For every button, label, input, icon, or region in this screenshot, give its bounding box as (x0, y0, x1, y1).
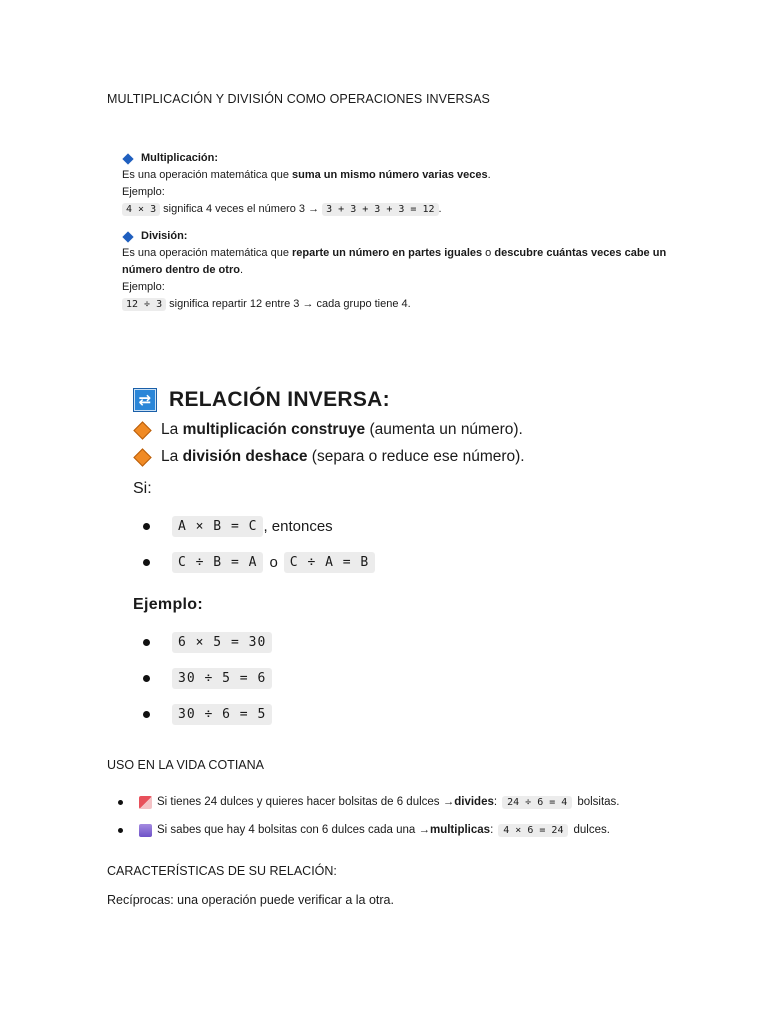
relacion-line-div (133, 448, 653, 466)
uso2-post: dulces. (573, 824, 610, 836)
uso2-colon: : (490, 824, 494, 836)
div-def-pre: Es una operación matemática que (122, 247, 292, 260)
uso-heading: USO EN LA VIDA COTIANA (107, 758, 264, 772)
list-item (133, 624, 653, 660)
div-def-mid: o (482, 247, 495, 260)
list-item (133, 660, 653, 696)
div-def-bold2: descubre cuántas veces cabe un número dentro de otro (122, 247, 667, 277)
definitions-block (122, 150, 682, 313)
rel-line2-bold: división deshace (182, 448, 308, 465)
uso2-code: 4 × 6 = 24 (498, 824, 568, 837)
caracteristicas-heading: CARACTERÍSTICAS DE SU RELACIÓN: (107, 864, 337, 878)
mult-example (122, 201, 682, 218)
orange-diamond-icon (133, 448, 151, 466)
mult-ex-code: 4 × 3 (122, 203, 160, 216)
rel-line1-bold: multiplicación construye (182, 421, 366, 438)
relacion-line-mult (133, 421, 653, 439)
uso1-post: bolsitas. (577, 796, 620, 808)
uso1-colon: : (493, 796, 498, 808)
rel-line1-post: (aumenta un número). (365, 421, 523, 438)
uso1-pre: Si tienes 24 dulces y quieres hacer bolsitas de 6 dulces → (157, 796, 455, 808)
ejemplo-label: Ejemplo: (133, 596, 203, 613)
uso2-bold: multiplicas (429, 824, 491, 836)
mult-ex-end: . (438, 203, 442, 216)
div-definition (122, 245, 682, 279)
ejemplo-1: 6 × 5 = 30 (172, 632, 272, 653)
uso1-code: 24 ÷ 6 = 4 (502, 796, 572, 809)
div-def-post: . (239, 264, 244, 277)
list-item (118, 816, 620, 844)
mult-definition (122, 167, 682, 184)
mult-def-post: . (487, 169, 491, 182)
mult-ex-code2: 3 + 3 + 3 + 3 = 12 (322, 203, 438, 216)
uso2-pre: Si sabes que hay 4 bolsitas con 6 dulces cada una → (157, 824, 430, 836)
relacion-heading-label: RELACIÓN INVERSA: (169, 388, 390, 411)
bullet (143, 639, 150, 646)
bullet (143, 559, 150, 566)
mult-heading-label: Multiplicación: (141, 152, 218, 164)
mult-def-bold: suma un mismo número varias veces (292, 169, 488, 182)
div-example (122, 296, 682, 313)
mult-heading (122, 150, 682, 167)
bullet (143, 711, 150, 718)
div-ex-text: significa repartir 12 entre 3 → cada grupo tiene 4. (166, 298, 411, 311)
mult-def-pre: Es una operación matemática que (122, 169, 292, 182)
div-heading (122, 228, 682, 245)
list-item (133, 544, 653, 580)
ejemplo-list (133, 624, 653, 732)
si-code3: C ÷ A = B (284, 552, 375, 573)
si-text1: , entonces (263, 517, 333, 535)
bullet (143, 523, 150, 530)
list-item (118, 788, 620, 816)
blue-diamond-icon (122, 231, 133, 242)
rel-line2-pre: La (161, 448, 183, 465)
div-example-label: Ejemplo: (122, 281, 165, 294)
repeat-icon: ⇄ (133, 388, 157, 412)
candy-icon (139, 796, 152, 809)
reciprocas-text: Recíprocas: una operación puede verificar a la otra. (107, 893, 394, 907)
page-title: MULTIPLICACIÓN Y DIVISIÓN COMO OPERACIONES INVERSAS (107, 92, 490, 106)
si-label: Si: (133, 480, 152, 497)
div-heading-label: División: (141, 230, 188, 243)
si-code2: C ÷ B = A (172, 552, 263, 573)
rel-line2-post: (separa o reduce ese número). (307, 448, 525, 465)
bullet (143, 675, 150, 682)
bullet (118, 828, 123, 833)
list-item (133, 696, 653, 732)
rel-line1-pre: La (161, 421, 183, 438)
uso-list (118, 788, 620, 844)
si-code1: A × B = C (172, 516, 263, 537)
bags-icon (139, 824, 152, 837)
si-or: o (269, 553, 278, 571)
bullet (118, 800, 123, 805)
orange-diamond-icon (133, 421, 151, 439)
ejemplo-3: 30 ÷ 6 = 5 (172, 704, 272, 725)
div-def-bold1: reparte un número en partes iguales (292, 247, 483, 260)
blue-diamond-icon (122, 153, 133, 164)
list-item (133, 508, 653, 544)
mult-ex-text: significa 4 veces el número 3 → (160, 203, 323, 216)
si-list (133, 508, 653, 580)
relacion-section (133, 388, 653, 732)
div-ex-code: 12 ÷ 3 (122, 298, 166, 311)
ejemplo-2: 30 ÷ 5 = 6 (172, 668, 272, 689)
uso1-bold: divides (454, 796, 494, 808)
relacion-heading (133, 388, 653, 412)
mult-example-label: Ejemplo: (122, 186, 165, 199)
